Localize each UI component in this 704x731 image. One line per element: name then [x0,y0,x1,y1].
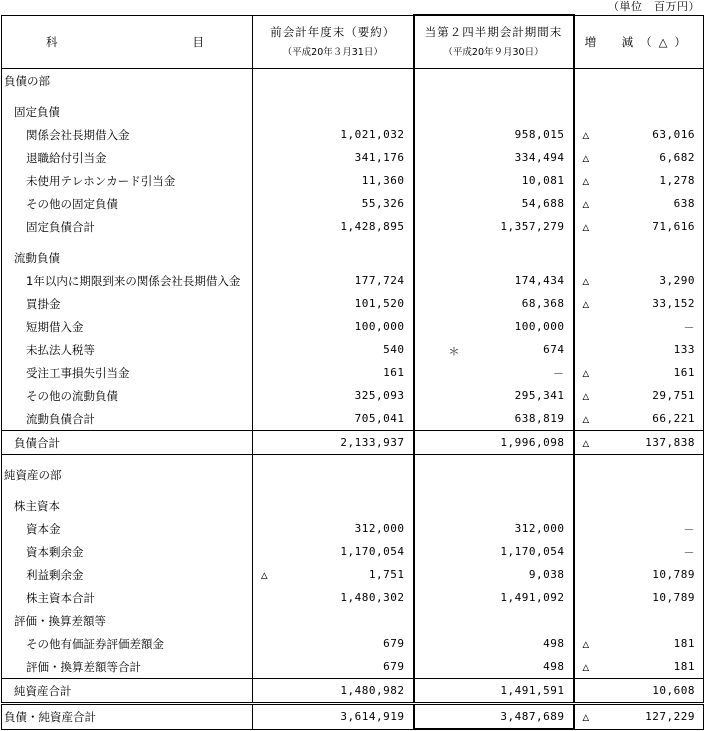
change-value [574,407,704,431]
spacer-cell [253,455,414,464]
change-value-text: 181 [673,637,695,650]
change-value-text: 137,838 [645,436,695,449]
prev-value-text: 679 [383,660,405,673]
prev-value-text: 1,021,032 [340,128,405,141]
table-row [2,315,704,338]
prev-value [253,361,414,384]
table-row [2,384,704,407]
spacer-cell [414,238,574,246]
change-value [574,315,704,338]
change-value [574,463,704,486]
row-label-text: その他有価証券評価差額金 [26,636,164,651]
change-value-text: 1,278 [659,174,695,187]
row-label-text: 評価・換算差額等 [14,613,106,628]
change-value-text: 10,789 [652,591,695,604]
row-label-text: 流動負債合計 [26,411,95,426]
prev-title: 前会計年度末（要約） [270,24,396,39]
prev-value [253,463,414,486]
prev-value-text: 1,170,054 [340,545,405,558]
row-label [2,69,253,93]
cur-value [414,586,574,609]
change-value-text: 10,608 [652,684,695,697]
negative-mark: △ [582,128,590,141]
row-label-text: 退職給付引当金 [26,150,107,165]
cur-value-text: 9,038 [528,568,565,581]
prev-value [253,655,414,679]
prev-value [253,192,414,215]
prev-value-text: 679 [383,637,405,650]
negative-mark: △ [582,660,590,673]
spacer-cell [253,238,414,246]
spacer-cell [2,238,253,246]
row-label [2,586,253,609]
change-header [574,15,704,69]
spacer-cell [253,486,414,494]
cur-value [414,292,574,315]
row-label [2,517,253,540]
negative-mark: △ [582,151,590,164]
cur-value [414,146,574,169]
table-row [2,123,704,146]
cur-value [414,169,574,192]
negative-mark: △ [582,710,590,724]
change-value-text: － [683,320,695,334]
row-label [2,540,253,563]
change-value [574,292,704,315]
prev-value [253,517,414,540]
prev-value [253,123,414,146]
cur-value-text: 1,491,591 [500,684,565,697]
row-label-text: 株主資本合計 [26,590,95,605]
row-label-text: 買掛金 [26,296,61,311]
table-row [2,361,704,384]
cur-value-text: 638,819 [514,412,565,425]
row-label-text: 短期借入金 [26,319,84,334]
prev-value [253,315,414,338]
row-label [2,100,253,123]
change-value [574,269,704,292]
row-label-text: 利益剰余金 [26,567,84,582]
row-label [2,494,253,517]
change-value [574,100,704,123]
table-row [2,517,704,540]
prev-value [253,540,414,563]
spacer-cell [414,486,574,494]
cur-date: （平成20年９月30日） [443,47,544,58]
change-value [574,192,704,215]
row-label [2,431,253,455]
unit-label: （単位 百万円） [608,0,700,13]
cur-value [414,563,574,586]
change-value [574,609,704,632]
cur-value [414,407,574,431]
negative-mark: △ [582,274,590,287]
balance-sheet-table [1,14,704,730]
row-label [2,292,253,315]
row-label [2,384,253,407]
row-label-text: 流動負債 [14,250,60,265]
row-label [2,246,253,269]
prev-value [253,563,414,586]
negative-mark: △ [582,366,590,379]
row-label-text: 固定負債合計 [26,219,95,234]
prev-value [253,586,414,609]
prev-value-text: 341,176 [354,151,405,164]
change-value [574,704,704,730]
row-label [2,655,253,679]
subject-right: 目 [192,34,204,49]
prev-value [253,384,414,407]
prev-value-text: 1,480,302 [340,591,405,604]
prev-value [253,169,414,192]
cur-value-text: 498 [543,637,565,650]
header-row [2,15,704,69]
change-value-text: 161 [673,366,695,379]
cur-value-text: 295,341 [514,389,565,402]
cur-value [414,431,574,455]
spacer-cell [574,455,704,464]
change-value [574,586,704,609]
cur-value [414,361,574,384]
change-value-text: 71,616 [652,220,695,233]
change-title: 増 減（△） [584,34,693,49]
prev-date: （平成20年３月31日） [282,46,383,58]
cur-value [414,269,574,292]
prev-value [253,704,414,730]
spacer-row [2,486,704,494]
row-label-text: 負債・純資産合計 [4,709,96,724]
prev-value-text: 312,000 [354,522,405,535]
negative-mark: △ [582,412,590,425]
row-label [2,463,253,486]
cur-value-text: 10,081 [521,174,565,187]
cur-value [414,517,574,540]
cur-value-text: 1,996,098 [500,436,565,449]
change-value-text: 29,751 [652,389,695,402]
row-label-text: 関係会社長期借入金 [26,127,130,142]
cur-period-header [414,15,574,69]
cur-value [414,540,574,563]
table-row [2,609,704,632]
table-row [2,407,704,431]
subject-header [2,15,253,69]
row-label-text: 純資産合計 [14,683,72,698]
prev-value-text: 705,041 [354,412,405,425]
row-label [2,192,253,215]
negative-mark: △ [261,568,269,581]
change-value-text: 133 [673,343,695,356]
cur-value [414,100,574,123]
spacer-row [2,92,704,100]
row-label [2,407,253,431]
prev-value-text: 161 [383,366,405,379]
prev-value-text: 1,480,982 [340,684,405,697]
cur-value-text: 498 [543,660,565,673]
cur-value-text: 54,688 [521,197,565,210]
cur-value [414,655,574,679]
table-row [2,586,704,609]
cur-value-text: 100,000 [514,320,565,333]
negative-mark: △ [582,174,590,187]
change-value [574,632,704,655]
spacer-cell [2,486,253,494]
change-value-text: 6,682 [659,151,695,164]
table-row [2,215,704,238]
row-label [2,704,253,730]
change-value [574,69,704,93]
table-row [2,246,704,269]
spacer-cell [414,92,574,100]
subject-left: 科 [46,34,58,49]
spacer-row [2,455,704,464]
negative-mark: △ [582,220,590,233]
row-label [2,563,253,586]
prev-value-text: 1,751 [368,568,405,581]
row-label-text: その他の流動負債 [26,388,118,403]
table-row [2,338,704,361]
row-label [2,679,253,704]
cur-value [414,494,574,517]
negative-mark: △ [582,297,590,310]
row-label [2,269,253,292]
row-label-text: 資本金 [26,521,61,536]
row-label-text: 株主資本 [14,498,60,513]
prev-value-text: 540 [383,343,405,356]
prev-value [253,246,414,269]
change-value-text: 10,789 [652,568,695,581]
cur-value-text: 174,434 [514,274,565,287]
row-label [2,215,253,238]
change-value [574,563,704,586]
change-value-text: 638 [673,197,695,210]
prev-period-header [253,15,414,69]
total-row [2,679,704,704]
table-row [2,169,704,192]
prev-value [253,632,414,655]
row-label-text: 1年以内に期限到来の関係会社長期借入金 [26,273,241,288]
cur-value [414,315,574,338]
change-value [574,246,704,269]
table-row [2,100,704,123]
note-mark: ＊ [448,344,460,358]
spacer-cell [2,455,253,464]
spacer-cell [253,92,414,100]
spacer-cell [574,238,704,246]
change-value-text: － [683,545,695,559]
row-label-text: 資本剰余金 [26,544,84,559]
row-label-text: 負債合計 [14,435,60,450]
prev-value [253,407,414,431]
row-label-text: 受注工事損失引当金 [26,365,130,380]
row-label-text: 固定負債 [14,104,60,119]
cur-value-text: 1,491,092 [500,591,565,604]
change-value-text: 33,152 [652,297,695,310]
prev-value-text: 101,520 [354,297,405,310]
total-row [2,704,704,730]
change-value [574,431,704,455]
table-row [2,269,704,292]
cur-value-text: 3,487,689 [500,710,565,723]
table-row [2,192,704,215]
cur-value-text: 68,368 [521,297,565,310]
change-value [574,384,704,407]
change-value [574,169,704,192]
spacer-cell [2,92,253,100]
table-row [2,146,704,169]
prev-value-text: 325,093 [354,389,405,402]
cur-value [414,632,574,655]
negative-mark: △ [582,436,590,449]
spacer-cell [574,92,704,100]
prev-value-text: 11,360 [361,174,405,187]
prev-value [253,215,414,238]
change-value [574,655,704,679]
cur-value [414,463,574,486]
cur-value-text: － [553,366,565,380]
prev-value-text: 3,614,919 [340,710,405,724]
prev-value [253,494,414,517]
table-row [2,655,704,679]
change-value-text: － [683,522,695,536]
negative-mark: △ [582,637,590,650]
cur-value [414,338,574,361]
table-row [2,292,704,315]
change-value [574,540,704,563]
prev-value [253,100,414,123]
prev-value [253,69,414,93]
row-label [2,169,253,192]
prev-value [253,679,414,704]
change-value-text: 63,016 [652,128,695,141]
cur-value-text: 312,000 [514,522,565,535]
prev-value [253,292,414,315]
row-label [2,609,253,632]
cur-value [414,384,574,407]
row-label-text: 純資産の部 [4,467,62,482]
table-row [2,463,704,486]
row-label [2,361,253,384]
row-label [2,123,253,146]
cur-value [414,246,574,269]
cur-value [414,679,574,704]
change-value-text: 66,221 [652,412,695,425]
prev-value-text: 100,000 [354,320,405,333]
prev-value-text: 2,133,937 [340,436,405,449]
row-label-text: 未使用テレホンカード引当金 [26,173,176,188]
total-row [2,431,704,455]
row-label [2,315,253,338]
change-value [574,361,704,384]
table-row [2,69,704,93]
spacer-cell [574,486,704,494]
cur-value-text: 1,357,279 [500,220,565,233]
change-value [574,338,704,361]
row-label-text: 評価・換算差額等合計 [26,659,141,674]
prev-value [253,338,414,361]
change-value [574,679,704,704]
cur-value-text: 674 [543,343,565,356]
cur-value [414,123,574,146]
negative-mark: △ [582,389,590,402]
cur-value-text: 958,015 [514,128,565,141]
cur-value-text: 334,494 [514,151,565,164]
row-label-text: 負債の部 [4,73,50,88]
prev-value [253,609,414,632]
cur-value-text: 1,170,054 [500,545,565,558]
cur-value [414,609,574,632]
change-value-text: 127,229 [645,710,695,724]
cur-value [414,192,574,215]
cur-value [414,215,574,238]
cur-value [414,704,574,730]
spacer-cell [414,455,574,464]
row-label [2,632,253,655]
prev-value [253,431,414,455]
prev-value-text: 55,326 [361,197,405,210]
row-label [2,338,253,361]
row-label-text: 未払法人税等 [26,342,95,357]
prev-value-text: 1,428,895 [340,220,405,233]
change-value [574,517,704,540]
row-label [2,146,253,169]
change-value [574,494,704,517]
cur-value [414,69,574,93]
table-row [2,632,704,655]
change-value-text: 3,290 [659,274,695,287]
table-row [2,540,704,563]
change-value [574,146,704,169]
spacer-row [2,238,704,246]
table-row [2,563,704,586]
change-value [574,123,704,146]
cur-title: 当第２四半期会計期間末 [424,25,563,39]
prev-value [253,146,414,169]
table-row [2,494,704,517]
prev-value-text: 177,724 [354,274,405,287]
row-label-text: その他の固定負債 [26,196,118,211]
change-value-text: 181 [673,660,695,673]
negative-mark: △ [582,197,590,210]
prev-value [253,269,414,292]
change-value [574,215,704,238]
